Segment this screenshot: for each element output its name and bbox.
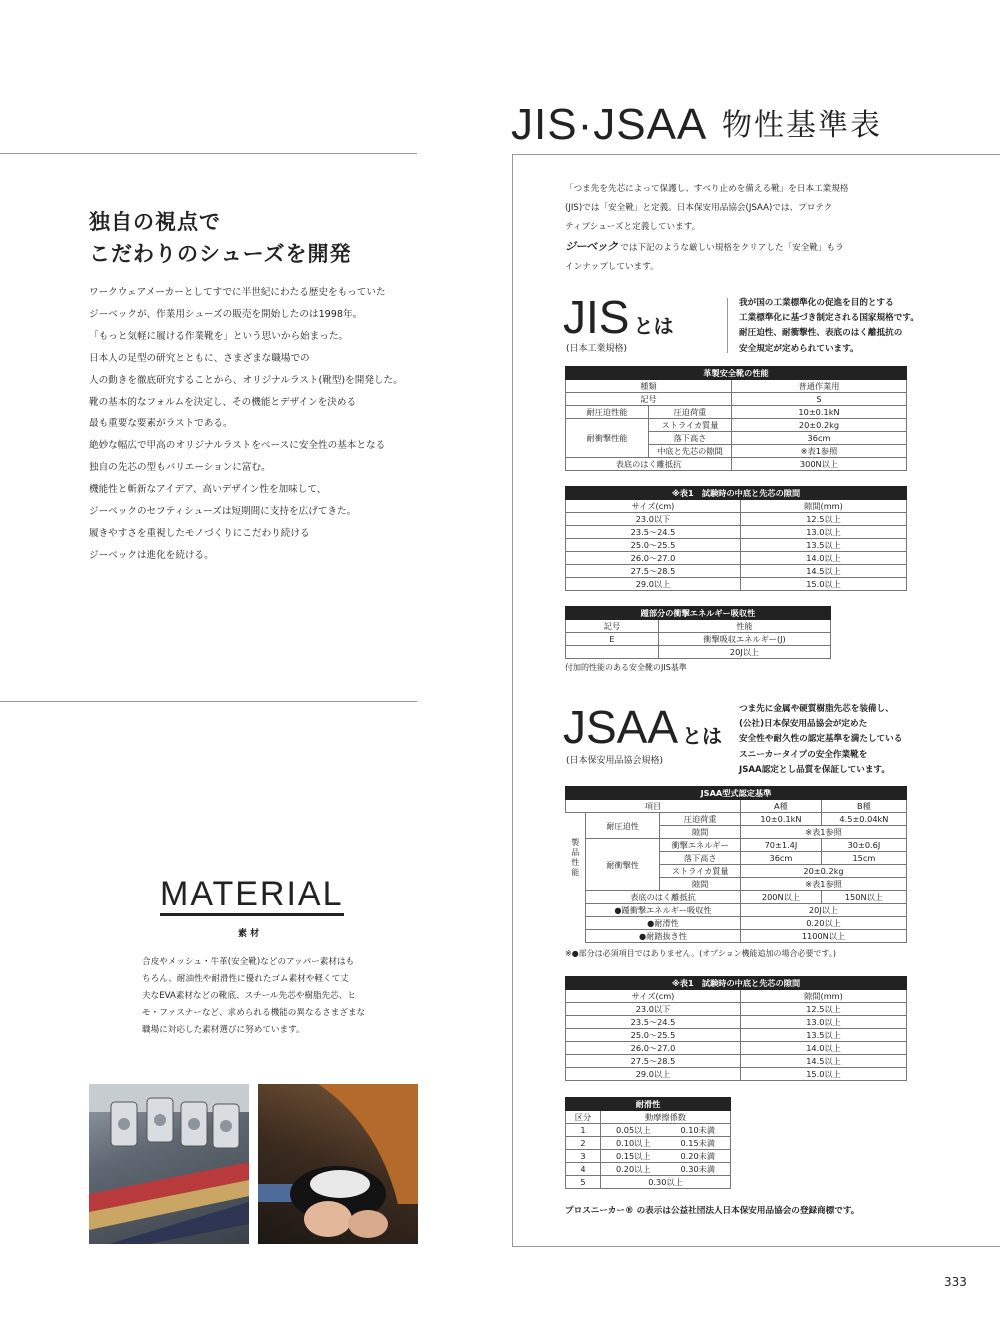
jsaa-gap-table: ※表1 試験時の中底と先芯の隙間 サイズ(cm) 隙間(mm) 23.0以下 12.5以上 23.5～24.5 13.0以上 25.0～25.5 13.5以上 26.0～27.0 14.0以上 27.5～28.5 14.5以上 29.0以上 15.0以上 — [565, 976, 907, 1081]
jsaa-paren: (日本保安用品協会規格) — [566, 756, 664, 766]
jis-divider — [727, 298, 728, 353]
xebec-logo: ジーベック — [565, 240, 618, 253]
page-subtitle: 物性基準表 — [722, 108, 882, 143]
intro-heading: 独自の視点で こだわりのシューズを開発 — [89, 210, 352, 266]
jis-leather-shoe-table: 革製安全靴の性能 種類 普通作業用 記号 S 耐圧迫性能 圧迫荷重 10±0.1kN 耐衝撃性能 ストライカ質量 20±0.2kg 落下高さ 36cm 中底と先芯の隙間 ※表1参照 表底のはく離抵抗 300N以上 — [565, 366, 907, 471]
page-number: 333 — [944, 1275, 967, 1289]
lead-text: 「つま先を先芯によって保護し、すべり止めを備える靴」を日本工業規格 (JIS)では「安全靴」と定義。日本保安用品協会(JSAA)では、プロテク ティブシューズと定義しています。 ジーベック では下記のような厳しい規格をクリアした「安全靴」もラ インナップしています。 — [565, 184, 849, 272]
trademark-note: プロスニーカー® の表示は公益社団法人日本保安用品協会の登録商標です。 — [565, 1206, 860, 1216]
jis-heel-energy-table: 踵部分の衝撃エネルギー吸収性 記号 性能 E 衝撃吸収エネルギー(J) 20J以上 — [565, 606, 831, 659]
jis-paren: (日本工業規格) — [566, 344, 628, 354]
jis-note: 付加的性能のある安全靴のJIS基準 — [565, 663, 687, 672]
material-body: 合皮やメッシュ・牛革(安全靴)などのアッパー素材はも ちろん、耐油性や耐滑性に優れたゴム素材や軽くて丈 夫なEVA素材などの靴底、スチール先芯や樹脂先芯、ヒ モ・ファスナーなど、求められる機能の異なるさまざまな 職場に対応した素材選びに努めています。 — [142, 957, 366, 1035]
page-title: JIS·JSAA — [511, 100, 708, 149]
jsaa-heading: JSAA とは — [563, 701, 723, 753]
jis-heading: JIS とは — [563, 291, 674, 343]
intro-body: ワークウェアメーカーとしてすでに半世紀にわたる歴史をもっていた ジーベックが、作業用シューズの販売を開始したのは1998年。 「もっと気軽に履ける作業靴を」という思いから始まった。 日本人の足型の研究とともに、さまざまな職場での 人の動きを徹底研究することから、オリジナルラスト(靴型)を開発した。 靴の基本的なフォルムを決定し、その機能とデザインを決める 最も重要な要素がラストである。 絶妙な幅広で甲高のオリジナルラストをベースに安全性の基本となる 独自の先芯の型もバリエーションに富む。 機能性と斬新なアイデア、高いデザイン性を加味して、 ジーベックのセフティシューズは短期間に支持を広げてきた。 履きやすさを重視したモノづくりにこだわり続ける ジーベックは進化を続ける。 — [89, 287, 403, 561]
divider-top-left — [0, 153, 417, 154]
jsaa-side-label: 製品性能 — [566, 813, 586, 904]
material-title: MATERIAL — [160, 875, 344, 916]
photo-shoe-inspection — [258, 1084, 418, 1244]
jsaa-slip-resistance-table: 耐滑性 区分 動摩擦係数 1 0.05以上 0.10未満 2 0.10以上 0.15未満 3 0.15以上 0.20未満 4 0.20以上 0.30未満 5 0.30以上 — [565, 1097, 731, 1189]
photo-shoe-factory-molds — [89, 1084, 249, 1244]
jsaa-certification-table: JSAA型式認定基準 項目 A種 B種 製品性能 耐圧迫性 圧迫荷重 10±0.1kN 4.5±0.04kN 隙間 ※表1参照 耐衝撃性 衝撃エネルギー 70±1.4J 30±0.6J 落下高さ 36cm 15cm ストライカ質量 20±0.2kg 隙間 ※表1参照 表底のはく離抵抗 200N以上 150N以上 ●踵衝撃エネルギー吸収性 20J以上 ●耐滑性 0.20以上 ●耐踏抜き性 1100N以上 — [565, 786, 907, 943]
material-subtitle: 素 材 — [238, 929, 260, 939]
divider-mid-left — [0, 701, 417, 702]
jis-description: 我が国の工業標準化の促進を目的とする 工業標準化に基づき制定される国家規格です。 耐圧迫性、耐衝撃性、表底のはく離抵抗の 安全規定が定められています。 — [739, 298, 919, 354]
jsaa-note: ※●部分は必須項目ではありません。(オプション機能追加の場合必要です。) — [565, 949, 837, 958]
jis-gap-table: ※表1 試験時の中底と先芯の隙間 サイズ(cm) 隙間(mm) 23.0以下 12.5以上 23.5～24.5 13.0以上 25.0～25.5 13.5以上 26.0～27.0 14.0以上 27.5～28.5 14.5以上 29.0以上 15.0以上 — [565, 486, 907, 591]
jsaa-description: つま先に金属や硬質樹脂先芯を装備し、 (公社)日本保安用品協会が定めた 安全性や耐久性の認定基準を満たしている スニーカータイプの安全作業靴を JSAA認定とし品質を保証しています。 — [739, 704, 903, 775]
